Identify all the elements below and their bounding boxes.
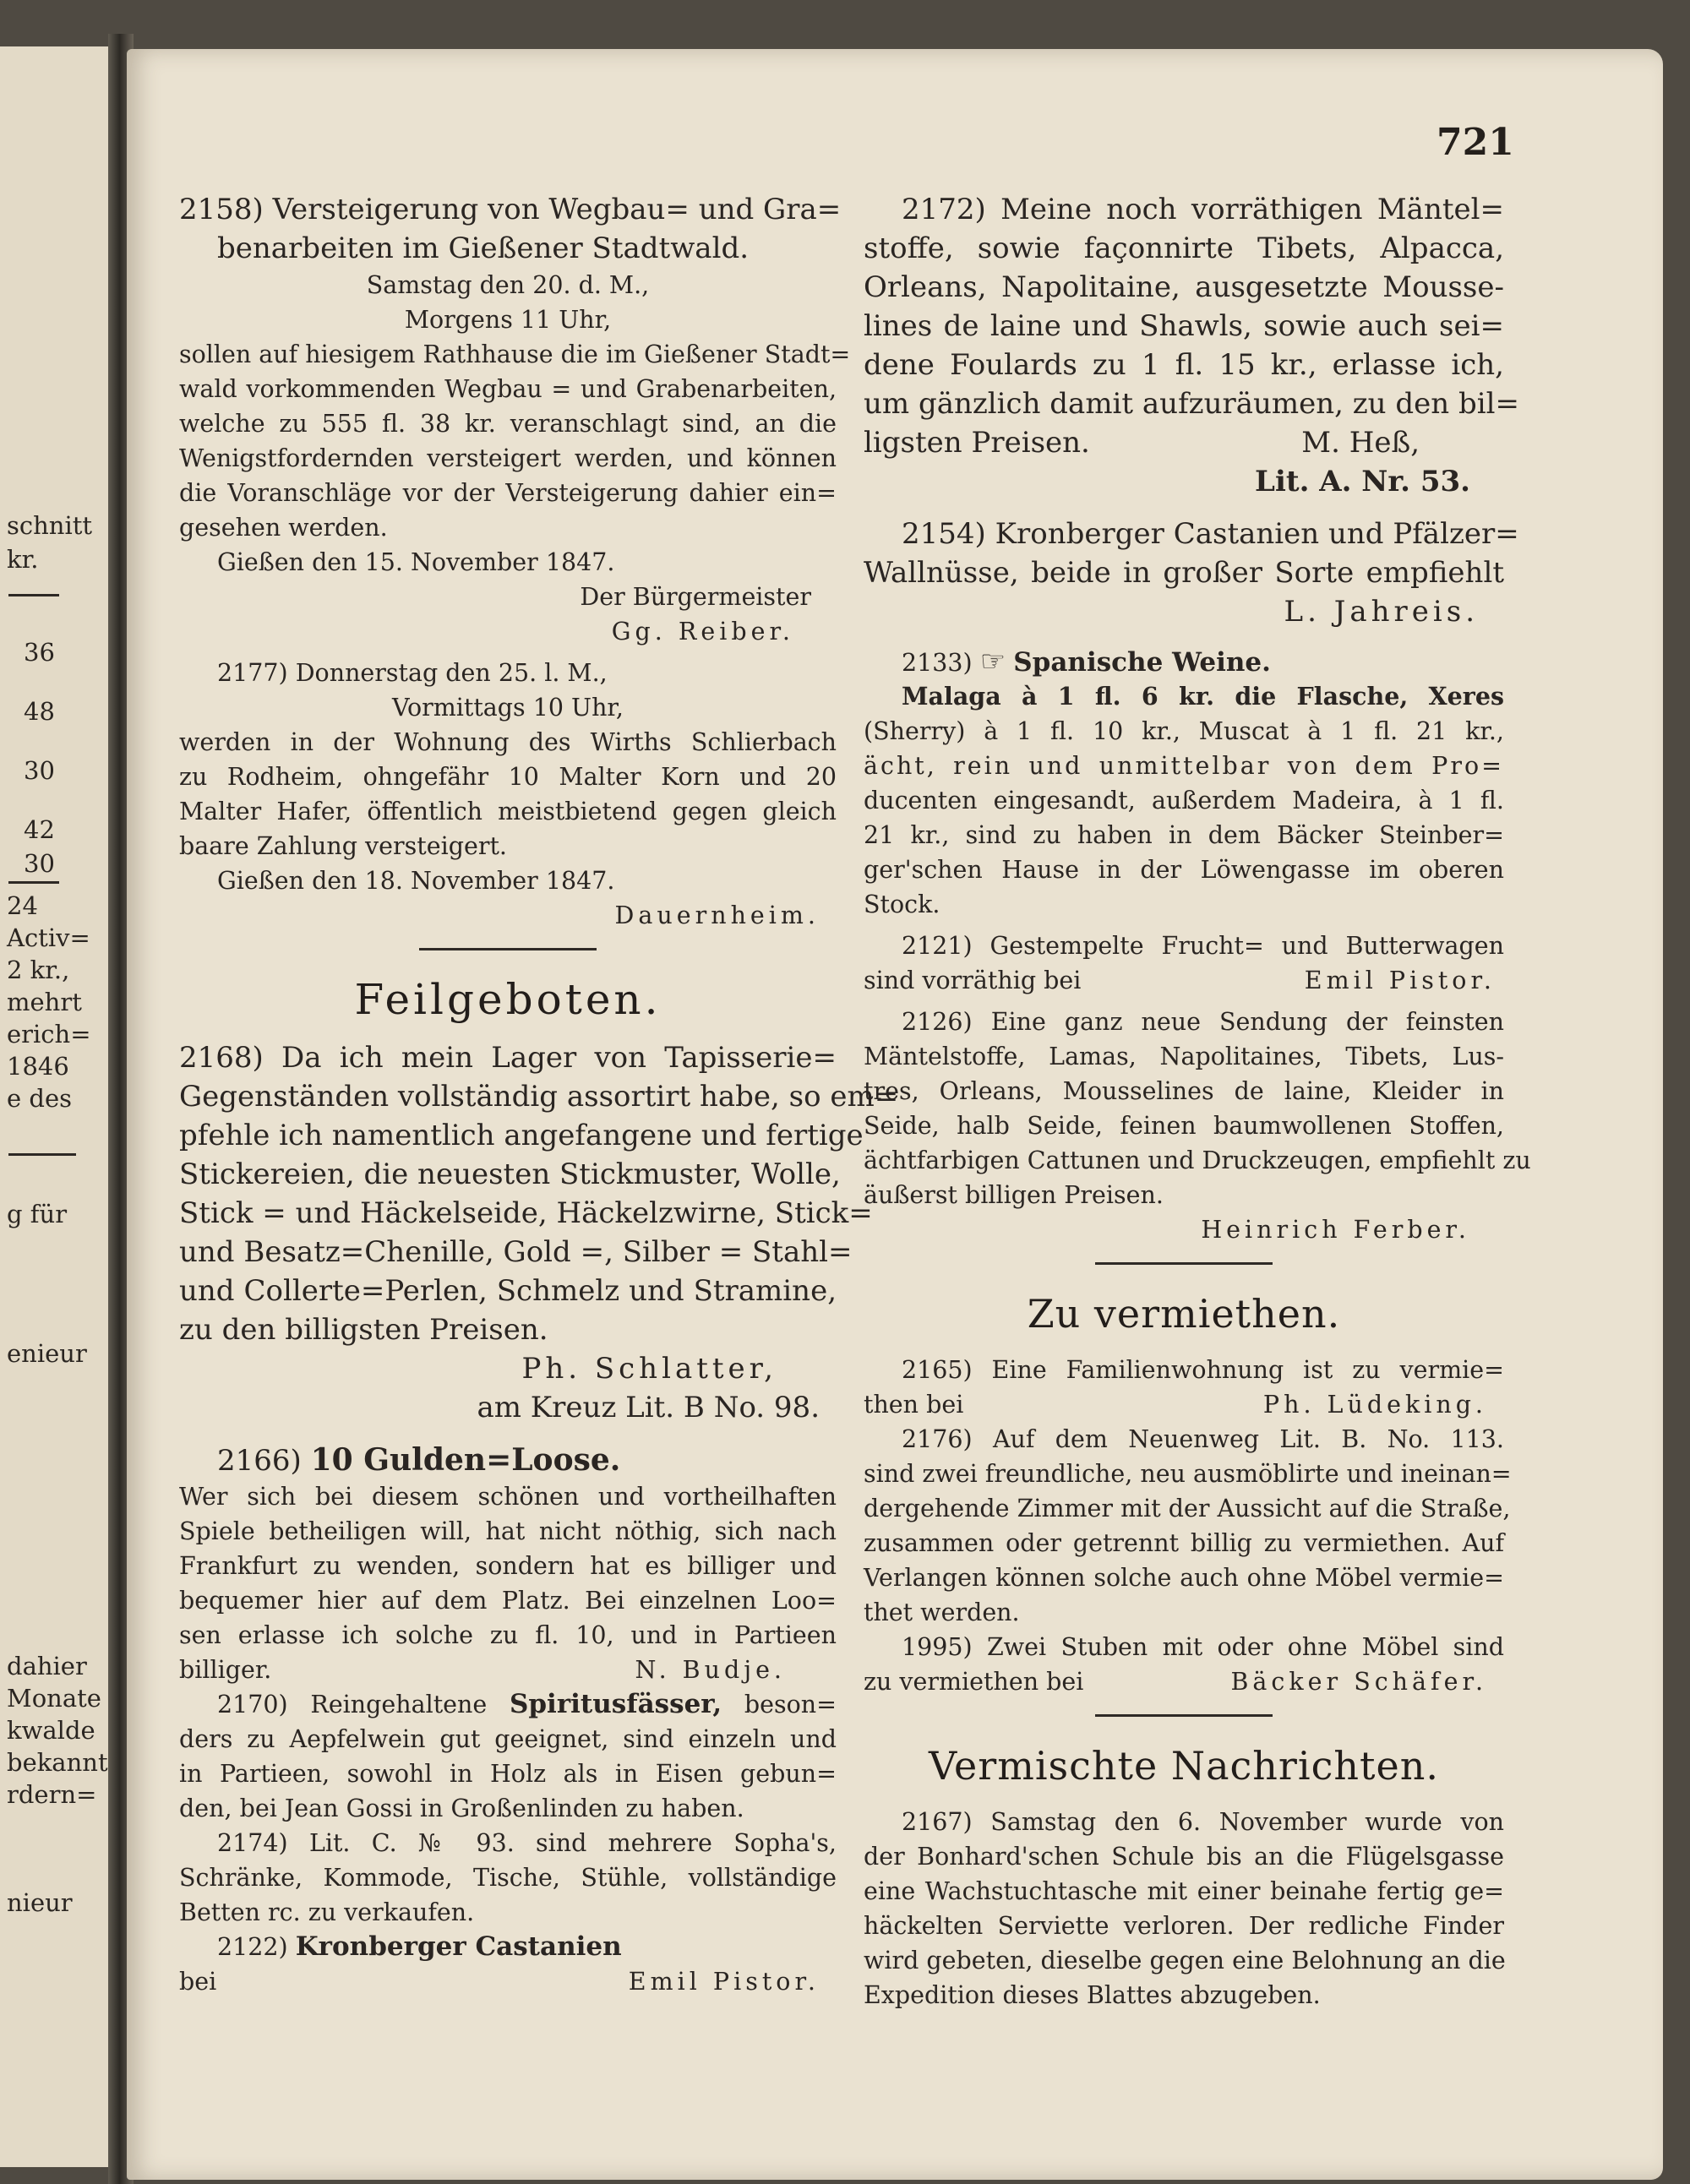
ad-title-line xyxy=(179,1930,837,1964)
left-margin-fragment: kr. xyxy=(7,545,39,574)
ad-text-line: äußerst billigen Preisen. xyxy=(864,1181,1164,1209)
ad-signature: L. Jahreis. xyxy=(1284,595,1479,629)
ad-number: 2133) xyxy=(902,649,973,677)
ad-text-line: lines de laine und Shawls, sowie auch sei= xyxy=(864,309,1504,343)
ad-text-line: häckelten Serviette verloren. Der redliche Finder xyxy=(864,1912,1504,1940)
ad-text-line: 2121) Gestempelte Frucht= und Butterwagen xyxy=(902,932,1504,960)
ad-text-line: Mäntelstoffe, Lamas, Napolitaines, Tibets, Lus- xyxy=(864,1043,1504,1070)
left-margin-fragment: 24 xyxy=(7,891,38,920)
ad-time-line: Vormittags 10 Uhr, xyxy=(392,694,624,722)
ad-title-line xyxy=(179,1441,837,1479)
ad-text-line: um gänzlich damit aufzuräumen, zu den bil= xyxy=(864,387,1519,421)
ad-closing-line xyxy=(864,1664,1504,1699)
ad-text-line: 21 kr., sind zu haben in dem Bäcker Steinber= xyxy=(864,821,1504,849)
ad-2168 xyxy=(179,1038,899,1427)
ad-text-line: dene Foulards zu 1 fl. 15 kr., erlasse ich, xyxy=(864,348,1504,382)
left-margin-rule xyxy=(8,1153,76,1156)
ad-2126 xyxy=(864,1005,1531,1247)
ad-2170 xyxy=(179,1687,837,1826)
ad-text-line: Wenigstfordernden versteigert werden, und können xyxy=(179,444,837,472)
ad-text-line: 2167) Samstag den 6. November wurde von xyxy=(902,1808,1504,1836)
ad-text-line: 2126) Eine ganz neue Sendung der feinsten xyxy=(902,1008,1504,1036)
ad-2167 xyxy=(864,1805,1504,2012)
section-rule xyxy=(1095,1262,1273,1265)
ad-text-line: 2176) Auf dem Neuenweg Lit. B. No. 113. xyxy=(902,1425,1504,1453)
ad-text-line: ducenten eingesandt, außerdem Madeira, à 1 fl. xyxy=(864,787,1504,814)
ad-closing-line xyxy=(864,423,1504,462)
ad-text-line: Malter Hafer, öffentlich meistbietend gegen gleich xyxy=(179,798,837,825)
ad-signature: Ph. Schlatter, xyxy=(521,1352,777,1386)
ad-text-line: ger'schen Hause in der Löwengasse im oberen xyxy=(864,856,1504,884)
ad-text-line: dergehende Zimmer mit der Aussicht auf die Straße, xyxy=(864,1495,1511,1522)
right-column xyxy=(864,190,1531,2012)
left-margin-fragment: enieur xyxy=(7,1339,87,1368)
ad-title-line: 2158) Versteigerung von Wegbau= und Gra= xyxy=(179,193,842,226)
ad-text-line: eine Wachstuchtasche mit einer beinahe fertig ge= xyxy=(864,1877,1504,1905)
ad-title: Spanische Weine. xyxy=(1013,647,1271,678)
ad-closing-line xyxy=(864,963,1504,998)
ad-text-line: und Besatz=Chenille, Gold =, Silber = Stahl= xyxy=(179,1235,853,1269)
ad-text-line: bequemer hier auf dem Platz. Bei einzelnen Loo= xyxy=(179,1587,837,1615)
ad-text-line: Verlangen können solche auch ohne Möbel vermie= xyxy=(864,1564,1504,1592)
ad-text-line: der Bonhard'schen Schule bis an die Flügelsgasse xyxy=(864,1843,1504,1871)
ad-text-line: die Voranschläge vor der Versteigerung dahier ein= xyxy=(179,479,837,507)
ad-text-line: sollen auf hiesigem Rathhause die im Gießener Stadt= xyxy=(179,340,851,368)
left-margin-rule xyxy=(8,881,59,884)
section-rule xyxy=(1095,1714,1273,1717)
ad-dateline: Gießen den 18. November 1847. xyxy=(217,867,615,895)
ad-2177 xyxy=(179,656,837,933)
ad-title-line xyxy=(864,645,1504,679)
ad-closing-line xyxy=(179,1964,837,1999)
left-margin-fragment: 30 xyxy=(24,756,55,785)
ad-bold-term: Spiritusfässer, xyxy=(509,1689,722,1719)
left-margin-fragment: rdern= xyxy=(7,1780,97,1809)
left-margin-fragment: erich= xyxy=(7,1020,91,1048)
left-margin-fragment: bekannt xyxy=(7,1748,108,1777)
left-margin-fragment: e des xyxy=(7,1084,72,1113)
ad-2122 xyxy=(179,1930,837,1999)
left-margin-fragment: 48 xyxy=(24,697,55,726)
ad-text-line: (Sherry) à 1 fl. 10 kr., Muscat à 1 fl. 21 kr., xyxy=(864,717,1504,745)
ad-text-line: Stick = und Häckelseide, Häckelzwirne, Stick= xyxy=(179,1196,873,1230)
left-margin-fragment: Activ= xyxy=(7,923,90,952)
ad-text-line: Wer sich bei diesem schönen und vortheilhaften xyxy=(179,1483,837,1511)
ad-text-line: zu den billigsten Preisen. xyxy=(179,1313,548,1347)
ad-text-line: Betten rc. zu verkaufen. xyxy=(179,1898,475,1926)
ad-text-line: Stickereien, die neuesten Stickmuster, Wolle, xyxy=(179,1157,841,1191)
ad-2158 xyxy=(179,190,851,649)
left-margin-fragment: 1846 xyxy=(7,1052,69,1081)
ad-2121 xyxy=(864,929,1504,998)
ad-text-line: tres, Orleans, Mousselines de laine, Kleider in xyxy=(864,1077,1504,1105)
ad-closing-line xyxy=(864,1387,1504,1422)
ad-text-line: 2165) Eine Familienwohnung ist zu vermie= xyxy=(902,1356,1504,1384)
ad-time-line: Morgens 11 Uhr, xyxy=(404,306,612,334)
section-heading-feilgeboten: Feilgeboten. xyxy=(354,975,662,1024)
ad-text-line: gesehen werden. xyxy=(179,514,388,542)
ad-text-line: Orleans, Napolitaine, ausgesetzte Mousse- xyxy=(864,270,1504,304)
ad-text: billiger. xyxy=(179,1656,272,1684)
left-margin-fragment: nieur xyxy=(7,1888,73,1917)
ad-text: zu vermiethen bei xyxy=(864,1668,1084,1696)
ad-date-line: Samstag den 20. d. M., xyxy=(366,271,650,299)
left-margin-fragment: Monate xyxy=(7,1684,101,1713)
ad-dateline: Gießen den 15. November 1847. xyxy=(217,548,615,576)
ad-signature: Gg. Reiber. xyxy=(611,618,794,645)
left-margin-fragment: 42 xyxy=(24,815,55,844)
ad-signature: Heinrich Ferber. xyxy=(1201,1216,1470,1244)
left-margin-fragment: 2 kr., xyxy=(7,956,70,984)
ad-number: 2122) xyxy=(217,1933,288,1961)
left-margin-fragment: 36 xyxy=(24,638,55,667)
ad-text-line: Frankfurt zu wenden, sondern hat es billiger und xyxy=(179,1552,837,1580)
ad-1995 xyxy=(864,1630,1504,1699)
ad-signature: N. Budje. xyxy=(635,1656,786,1684)
ad-title-line: benarbeiten im Gießener Stadtwald. xyxy=(217,231,750,265)
ad-text-line: baare Zahlung versteigert. xyxy=(179,832,507,860)
ad-text-line: den, bei Jean Gossi in Großenlinden zu haben. xyxy=(179,1795,744,1822)
ad-2166 xyxy=(179,1441,837,1687)
ad-text-line: 2154) Kronberger Castanien und Pfälzer= xyxy=(902,517,1519,551)
section-heading-vermischte-nachrichten: Vermischte Nachrichten. xyxy=(929,1743,1439,1789)
ad-signature: Dauernheim. xyxy=(614,901,820,929)
ad-text-line: Seide, halb Seide, feinen baumwollenen Stoffen, xyxy=(864,1112,1504,1140)
left-margin-rule xyxy=(8,594,59,596)
ad-text-line: 2174) Lit. C. № 93. sind mehrere Sopha's, xyxy=(217,1829,837,1857)
ad-address: am Kreuz Lit. B No. 98. xyxy=(477,1391,820,1424)
ad-signature: M. Heß, xyxy=(1301,426,1420,460)
ad-signature: Ph. Lüdeking. xyxy=(1262,1391,1487,1419)
ad-text-line: Wallnüsse, beide in großer Sorte empfiehlt xyxy=(864,556,1504,590)
ad-text-line: wird gebeten, dieselbe gegen eine Belohnung an die xyxy=(864,1947,1506,1974)
ad-text-line: ächt, rein und unmittelbar von dem Pro= xyxy=(864,752,1504,780)
left-margin-fragment: dahier xyxy=(7,1652,87,1680)
ad-signature-title: Der Bürgermeister xyxy=(580,583,811,611)
ad-2133 xyxy=(864,645,1504,922)
ad-2176 xyxy=(864,1422,1512,1630)
page-number: 721 xyxy=(1436,121,1514,164)
ad-text: sind vorräthig bei xyxy=(864,967,1082,994)
ad-text-line: werden in der Wohnung des Wirths Schlierbach xyxy=(179,728,837,756)
left-margin-fragment: g für xyxy=(7,1200,68,1228)
ad-text: bei xyxy=(179,1968,217,1996)
ad-2165 xyxy=(864,1353,1504,1422)
ad-text-line: in Partieen, sowohl in Holz als in Eisen gebun= xyxy=(179,1760,837,1788)
ad-number: 2170) xyxy=(217,1691,288,1718)
ad-number: 2166) xyxy=(217,1444,302,1478)
ad-text-line: zu Rodheim, ohngefähr 10 Malter Korn und 20 xyxy=(179,763,837,791)
ad-text-line: Malaga à 1 fl. 6 kr. die Flasche, Xeres xyxy=(902,682,1504,711)
ad-text-line: Gegenständen vollständig assortirt habe, so em= xyxy=(179,1080,899,1114)
left-page-edge xyxy=(0,46,117,2167)
ad-text-line: Expedition dieses Blattes abzugeben. xyxy=(864,1981,1321,2009)
ad-2172 xyxy=(864,190,1519,501)
ad-text: then bei xyxy=(864,1391,964,1419)
ad-text-line: 2168) Da ich mein Lager von Tapisserie= xyxy=(179,1041,837,1075)
ad-title-line xyxy=(179,1687,837,1722)
ad-text-line: 2172) Meine noch vorräthigen Mäntel= xyxy=(902,193,1504,226)
section-heading-vermiethen: Zu vermiethen. xyxy=(1027,1291,1341,1337)
ad-text-line: sen erlasse ich solche zu fl. 10, und in Partieen xyxy=(179,1621,837,1649)
ad-text-line: 1995) Zwei Stuben mit oder ohne Möbel sind xyxy=(902,1633,1504,1661)
ad-2174 xyxy=(179,1826,837,1930)
ad-title: 10 Gulden=Loose. xyxy=(310,1442,621,1478)
ad-text-line: zusammen oder getrennt billig zu vermiethen. Auf xyxy=(864,1529,1504,1557)
ad-text-line: 2177) Donnerstag den 25. l. M., xyxy=(217,659,608,687)
pointing-hand-icon: ☞ xyxy=(979,645,1006,678)
left-margin-fragment: mehrt xyxy=(7,988,82,1016)
ad-text-line: pfehle ich namentlich angefangene und fertige xyxy=(179,1119,864,1152)
ad-text-line: thet werden. xyxy=(864,1599,1020,1626)
left-margin-fragment: schnitt xyxy=(7,511,93,540)
ad-text-line: und Collerte=Perlen, Schmelz und Stramine, xyxy=(179,1274,837,1308)
section-rule xyxy=(419,948,597,950)
ad-signature: Emil Pistor. xyxy=(1304,967,1496,994)
left-column xyxy=(179,190,899,1999)
left-margin-fragment: 30 xyxy=(24,849,55,878)
left-margin-fragment: kwalde xyxy=(7,1716,95,1745)
ad-text-line: ächtfarbigen Cattunen und Druckzeugen, empfiehlt zu xyxy=(864,1146,1531,1174)
ad-text-line: Stock. xyxy=(864,890,940,918)
ad-signature: Emil Pistor. xyxy=(628,1968,820,1996)
ad-text-line: welche zu 555 fl. 38 kr. veranschlagt sind, an die xyxy=(179,410,837,438)
ad-text-line: wald vorkommenden Wegbau = und Grabenarbeiten, xyxy=(179,375,837,403)
ad-text: ligsten Preisen. xyxy=(864,426,1090,460)
ad-text-line: Schränke, Kommode, Tische, Stühle, vollständige xyxy=(179,1864,837,1892)
ad-text-line: Spiele betheiligen will, hat nicht nöthig, sich nach xyxy=(179,1517,837,1545)
ad-2154 xyxy=(864,515,1519,631)
ad-text-line: ders zu Aepfelwein gut geeignet, sind einzeln und xyxy=(179,1725,837,1753)
ad-address: Lit. A. Nr. 53. xyxy=(1255,465,1470,498)
ad-text-line: sind zwei freundliche, neu ausmöblirte und ineinan= xyxy=(864,1460,1512,1488)
ad-text-line: stoffe, sowie façonnirte Tibets, Alpacca, xyxy=(864,231,1504,265)
ad-signature: Bäcker Schäfer. xyxy=(1230,1668,1487,1696)
ad-text: beson= xyxy=(744,1691,837,1718)
ad-closing-line xyxy=(179,1653,837,1687)
ad-title: Kronberger Castanien xyxy=(295,1931,622,1962)
ad-text: Reingehaltene xyxy=(310,1691,488,1718)
